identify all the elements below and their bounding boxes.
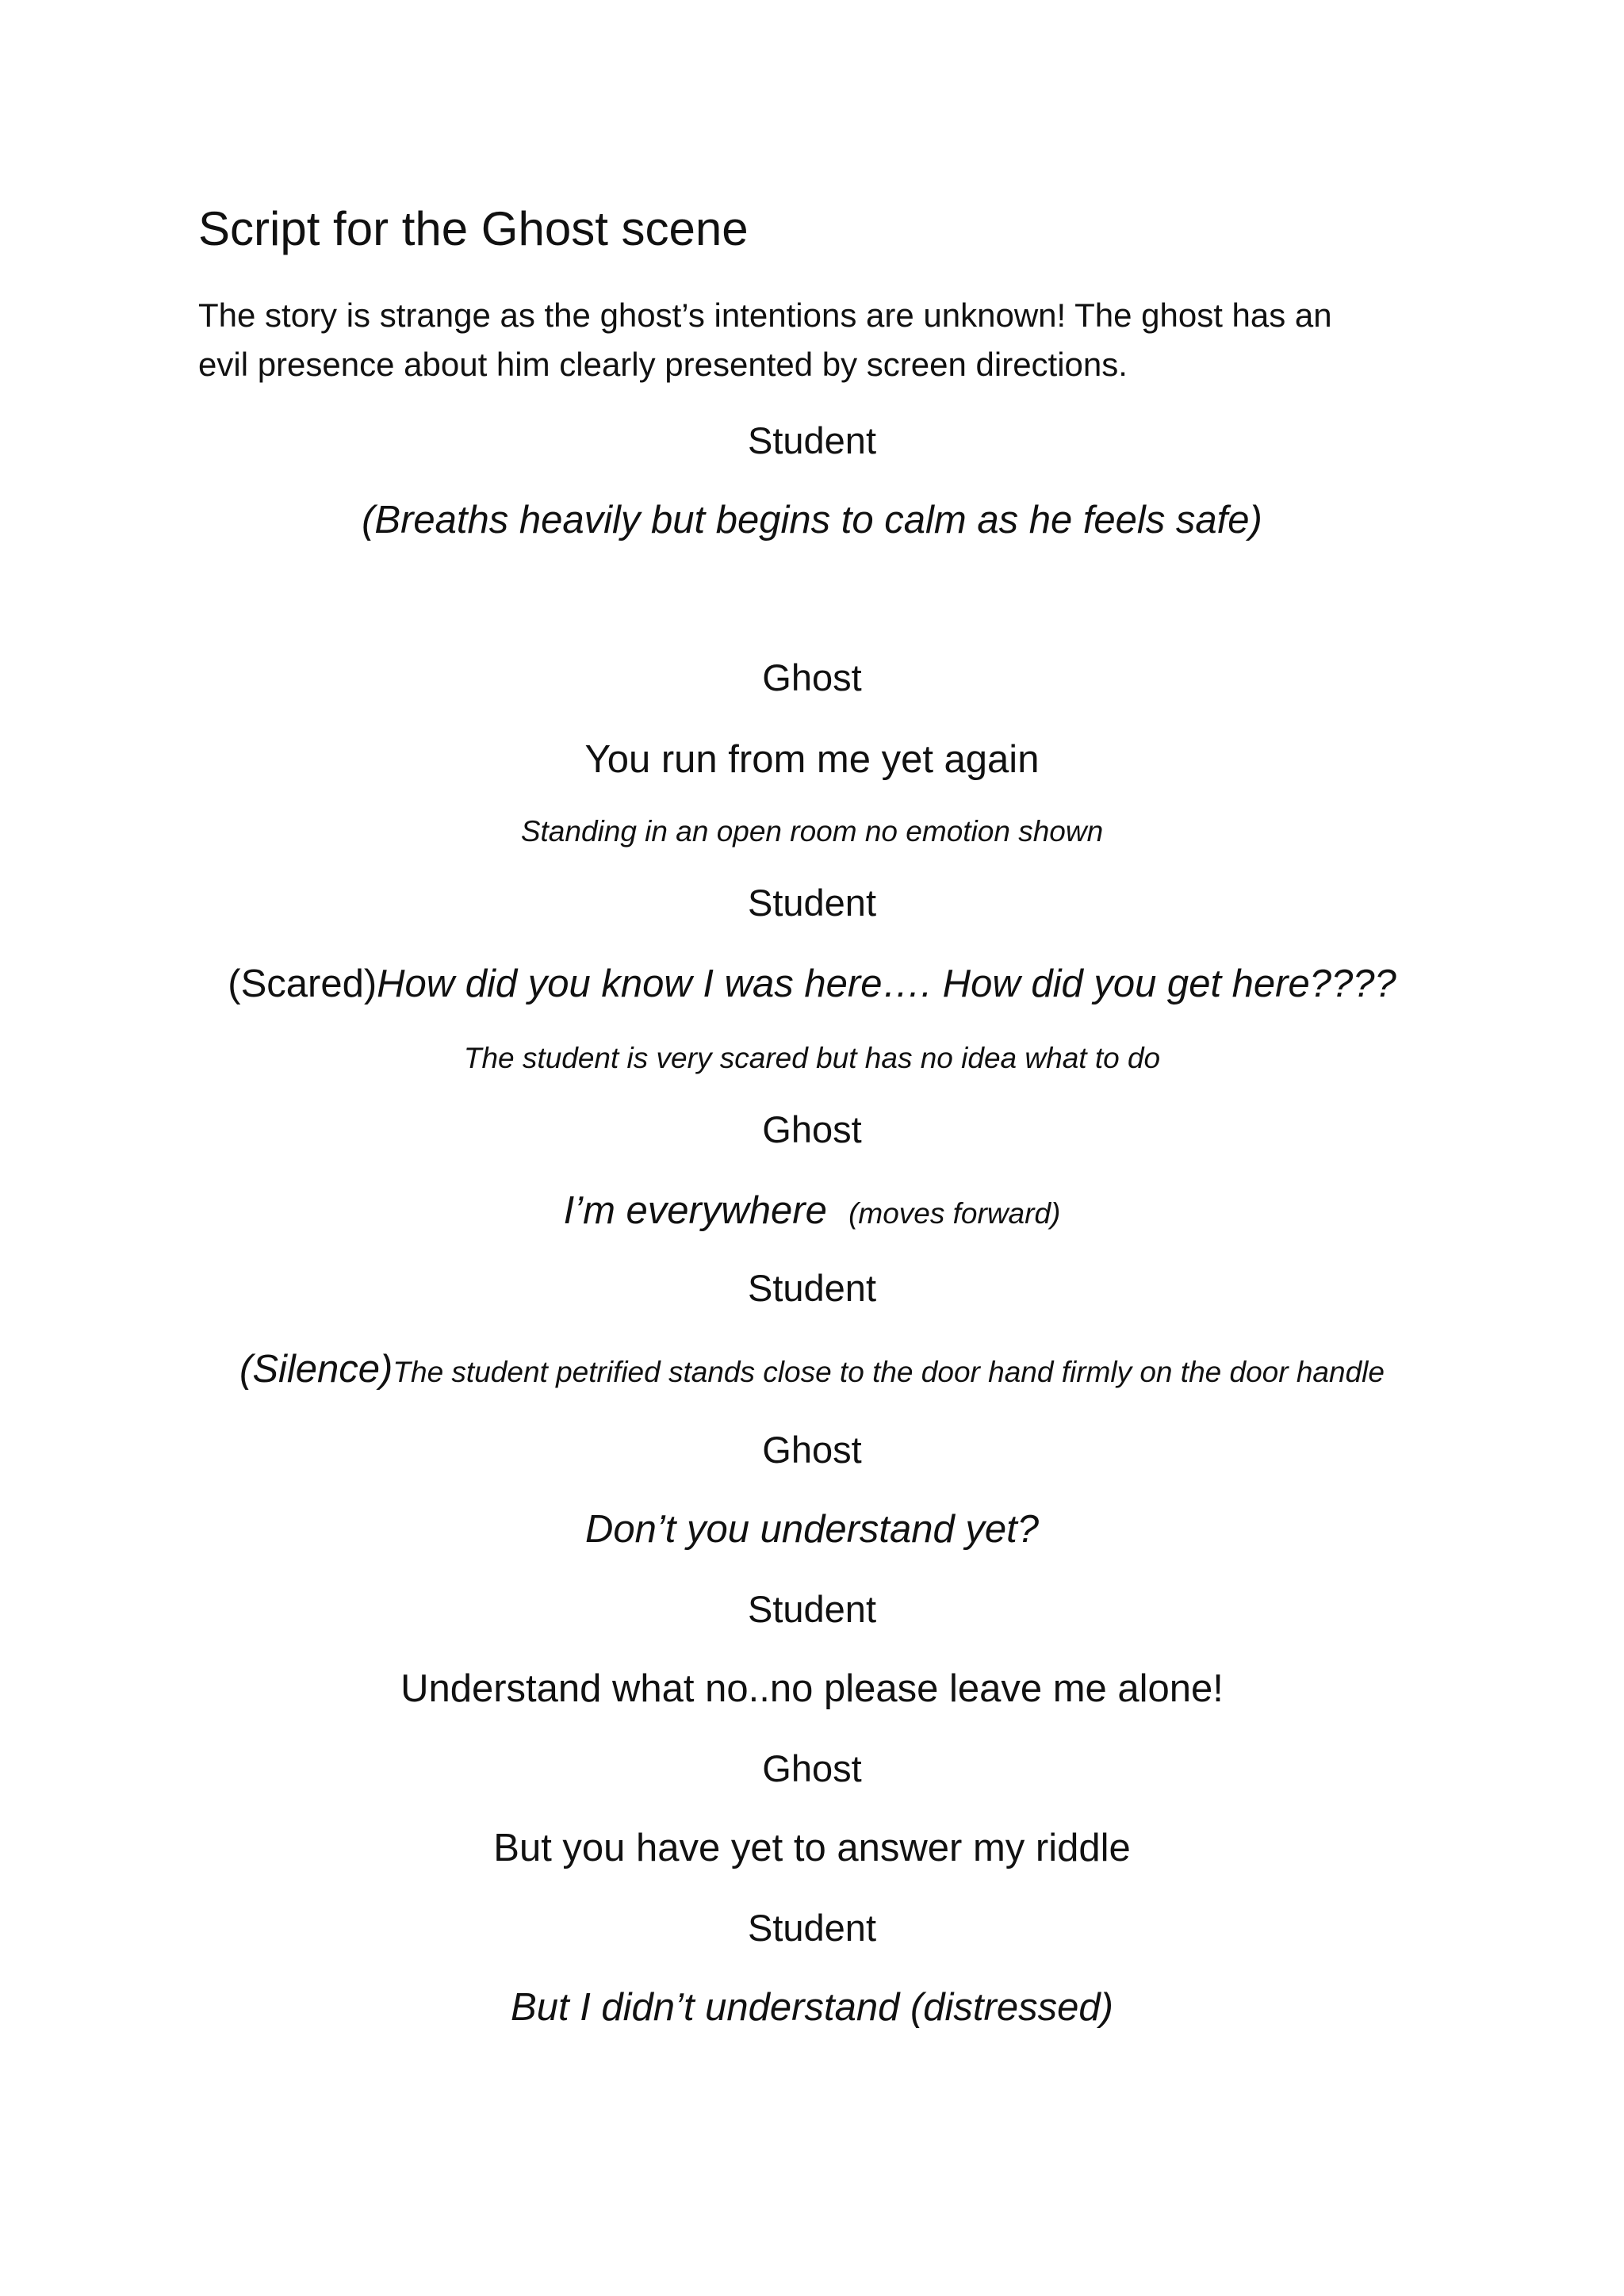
dialogue-line: [0, 960, 1624, 1008]
dialogue-line: Understand what no..no please leave me alone!: [400, 1667, 1224, 1710]
stage-direction: The student is very scared but has no idea what to do: [463, 1042, 1161, 1074]
intro-line: evil presence about him clearly presented by screen directions.: [198, 346, 1128, 383]
dialogue-line: [0, 1187, 1624, 1238]
speaker-name: Ghost: [762, 1747, 862, 1789]
intro-line: The story is strange as the ghost’s intentions are unknown! The ghost has an: [198, 297, 1332, 334]
dialogue-line: You run from me yet again: [584, 738, 1040, 781]
speaker-name: Ghost: [762, 1429, 862, 1471]
stage-direction: The student petrified stands close to the door hand firmly on the door handle: [393, 1356, 1385, 1388]
speaker-name: Student: [747, 1267, 877, 1309]
intro-paragraph: [198, 291, 1467, 389]
speaker-name: Student: [747, 419, 877, 461]
dialogue-line: (Breaths heavily but begins to calm as he feels safe): [362, 499, 1262, 541]
stage-direction: (moves forward): [848, 1197, 1061, 1230]
dialogue-line: But I didn’t understand (distressed): [511, 1986, 1113, 2029]
dialogue-prefix: (Silence): [239, 1348, 393, 1391]
speaker-name: Student: [747, 1907, 877, 1949]
document-title: Script for the Ghost scene: [198, 202, 749, 255]
dialogue-line: [0, 1345, 1624, 1396]
speaker-name: Ghost: [762, 656, 862, 698]
dialogue-text: I’m everywhere: [563, 1189, 827, 1232]
dialogue-text: How did you know I was here…. How did you get here????: [377, 962, 1396, 1005]
speaker-name: Ghost: [762, 1108, 862, 1150]
dialogue-line: Don’t you understand yet?: [584, 1508, 1040, 1551]
dialogue-line: But you have yet to answer my riddle: [493, 1827, 1131, 1869]
dialogue-prefix: (Scared): [228, 962, 377, 1005]
speaker-name: Student: [747, 882, 877, 924]
stage-direction: Standing in an open room no emotion shown: [520, 815, 1104, 848]
speaker-name: Student: [747, 1588, 877, 1630]
